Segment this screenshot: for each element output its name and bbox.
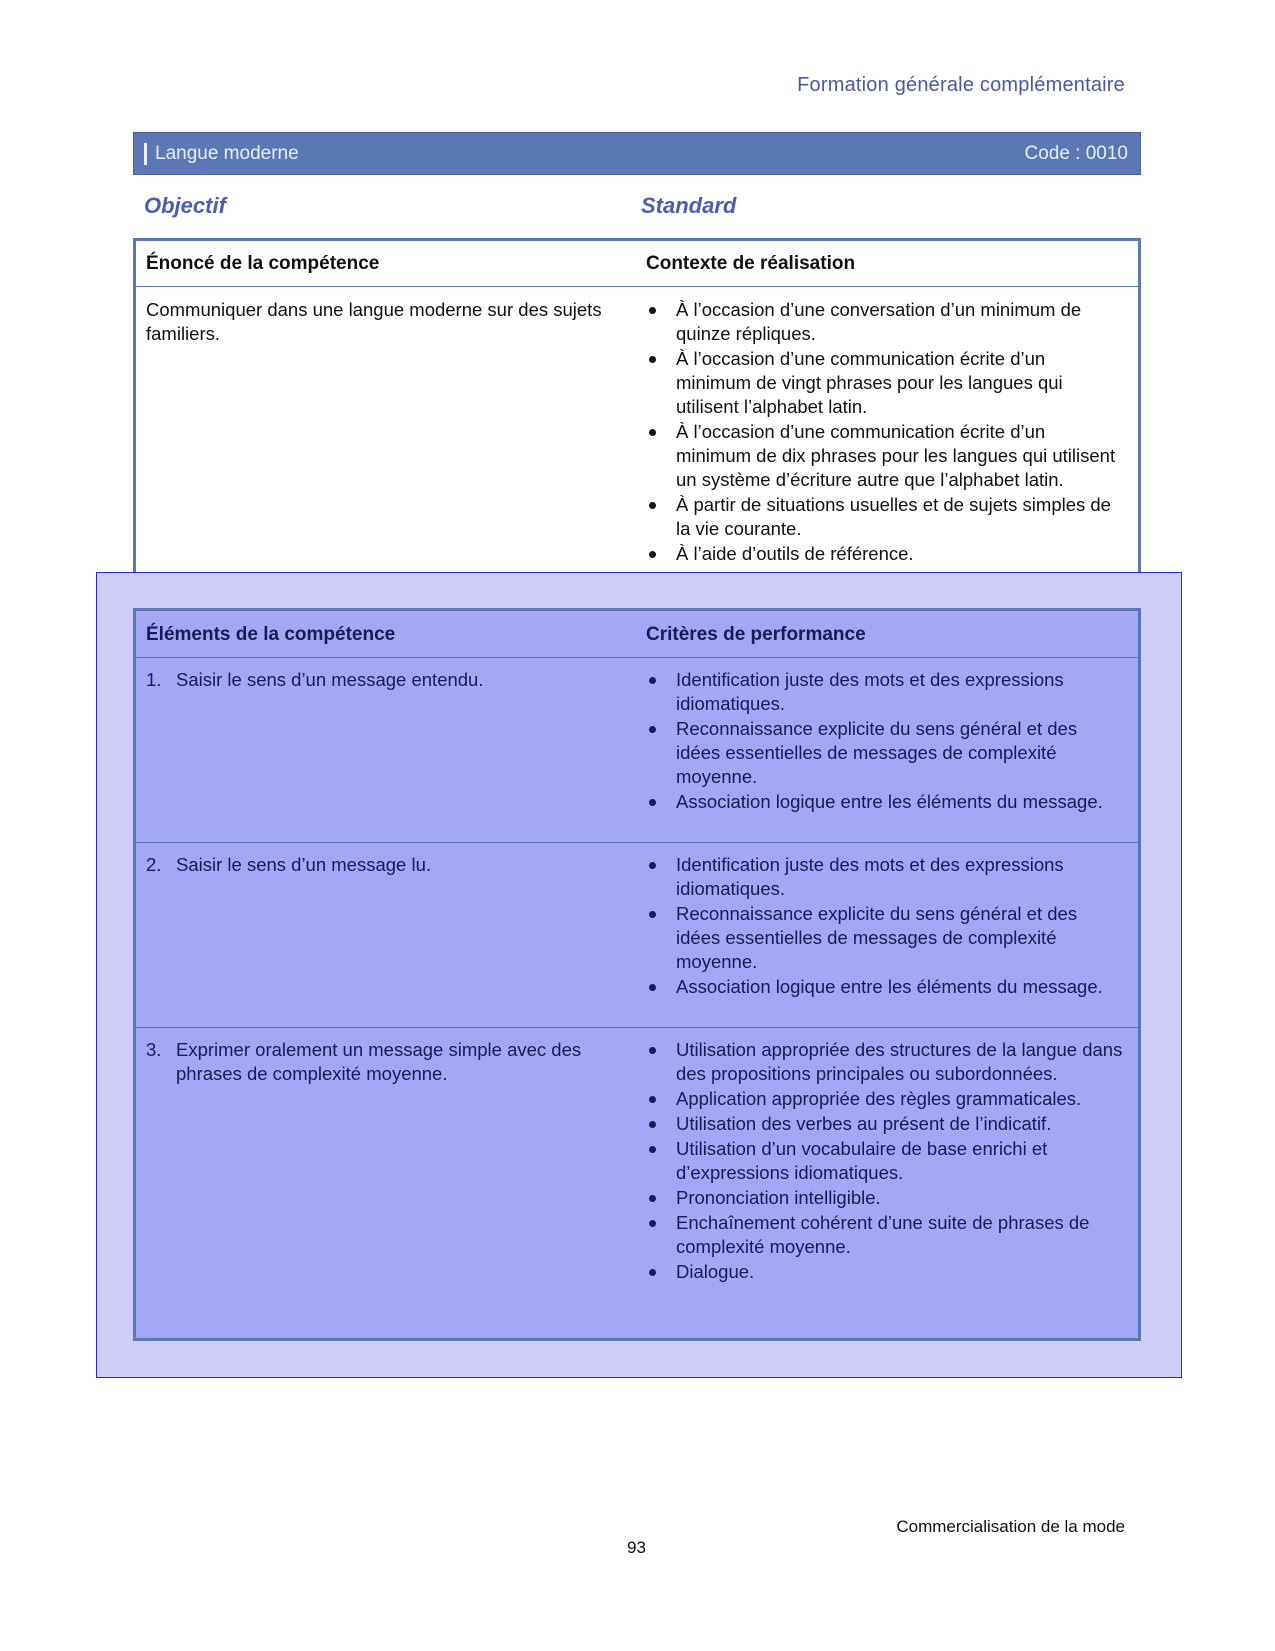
criteria-container: [646, 668, 1124, 815]
criteria-container: [646, 1038, 1124, 1285]
element-text: [146, 668, 616, 692]
footer-program: Commercialisation de la mode: [896, 1517, 1125, 1536]
list-item: À partir de situations usuelles et de sujets simples de la vie courante.: [646, 493, 1124, 541]
list-item: Identification juste des mots et des expressions idiomatiques.: [646, 853, 1124, 901]
enonce-heading: Énoncé de la compétence: [146, 253, 380, 274]
program-header: Formation générale complémentaire: [797, 74, 1125, 96]
list-item: Reconnaissance explicite du sens général et des idées essentielles de messages de complexité moyenne.: [646, 717, 1124, 789]
element-number: 2.: [146, 854, 162, 875]
contexte-list-container: [646, 298, 1124, 567]
list-item: À l’aide d’outils de référence.: [646, 542, 1124, 566]
element-text: [146, 853, 616, 877]
element-label: Saisir le sens d’un message lu.: [176, 854, 432, 875]
criteres-heading: Critères de performance: [646, 624, 866, 645]
elements-table: [133, 608, 1141, 1341]
element-label: Exprimer oralement un message simple avec des phrases de complexité moyenne.: [176, 1039, 582, 1084]
page-number: 93: [627, 1538, 646, 1557]
criteria-list: [646, 668, 1124, 814]
contexte-heading: Contexte de réalisation: [646, 253, 856, 274]
list-item: Utilisation des verbes au présent de l’indicatif.: [646, 1112, 1124, 1136]
list-item: Reconnaissance explicite du sens général et des idées essentielles de messages de complexité moyenne.: [646, 902, 1124, 974]
course-bar: [133, 132, 1141, 175]
contexte-list: [646, 298, 1124, 566]
list-item: Dialogue.: [646, 1260, 1124, 1284]
list-item: Enchaînement cohérent d’une suite de phrases de complexité moyenne.: [646, 1211, 1124, 1259]
element-number: 3.: [146, 1039, 162, 1060]
list-item: Utilisation appropriée des structures de la langue dans des propositions principales ou subordonnées.: [646, 1038, 1124, 1086]
element-text: [146, 1038, 646, 1086]
criteria-container: [646, 853, 1124, 1000]
list-item: Association logique entre les éléments du message.: [646, 790, 1124, 814]
objectif-label: Objectif: [144, 193, 226, 218]
criteria-list: [646, 853, 1124, 999]
criteria-list: [646, 1038, 1124, 1284]
table-row: [136, 843, 1138, 1028]
list-item: À l’occasion d’une conversation d’un minimum de quinze répliques.: [646, 298, 1124, 346]
list-item: Utilisation d’un vocabulaire de base enrichi et d’expressions idiomatiques.: [646, 1137, 1124, 1185]
elements-heading: Éléments de la compétence: [146, 624, 396, 645]
list-item: À l’occasion d’une communication écrite d’un minimum de dix phrases pour les langues qui utilisent un système d’écriture autre que l’alphabet latin.: [646, 420, 1124, 492]
elements-table-header: [136, 611, 1138, 658]
element-label: Saisir le sens d’un message entendu.: [176, 669, 484, 690]
competence-table-header: [136, 241, 1138, 287]
element-number: 1.: [146, 669, 162, 690]
table-row: [136, 1028, 1138, 1338]
standard-label: Standard: [641, 193, 737, 218]
list-item: Association logique entre les éléments du message.: [646, 975, 1124, 999]
enonce-text: Communiquer dans une langue moderne sur des sujets familiers.: [146, 299, 602, 344]
objective-row: [144, 193, 764, 221]
list-item: À l’occasion d’une communication écrite d’un minimum de vingt phrases pour les langues qui utilisent l’alphabet latin.: [646, 347, 1124, 419]
course-code: Code : 0010: [1024, 142, 1128, 164]
table-row: [136, 658, 1138, 843]
list-item: Application appropriée des règles grammaticales.: [646, 1087, 1124, 1111]
course-name: Langue moderne: [144, 143, 299, 165]
list-item: Identification juste des mots et des expressions idiomatiques.: [646, 668, 1124, 716]
list-item: Prononciation intelligible.: [646, 1186, 1124, 1210]
competence-table: [133, 238, 1141, 594]
